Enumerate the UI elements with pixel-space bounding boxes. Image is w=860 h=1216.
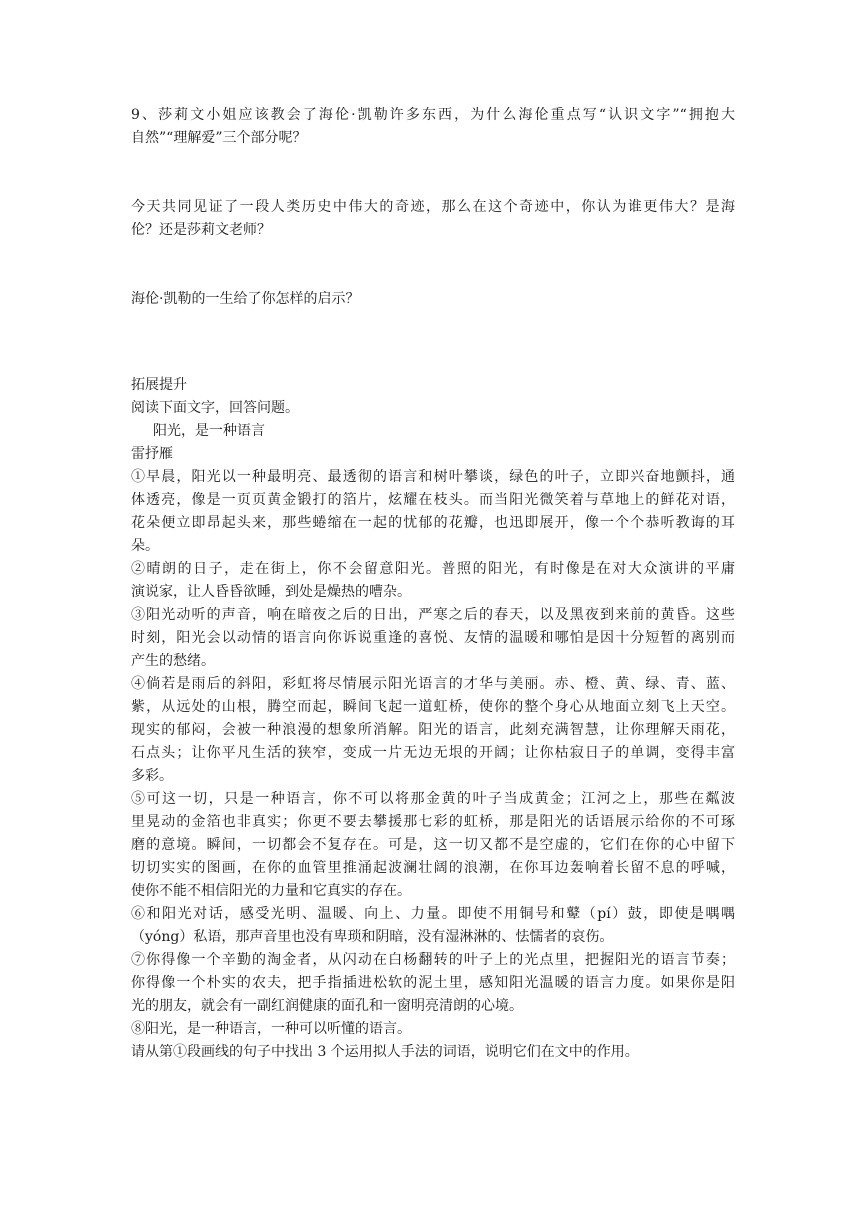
paragraph-line: 演说家，让人昏昏欲睡，到处是燥热的嘈杂。	[131, 584, 411, 600]
paragraph-line: （yóng）私语，那声音里也没有卑琐和阴暗，没有湿淋淋的、怯懦者的哀伤。	[131, 929, 614, 945]
paragraph-line: 花朵便立即昂起头来，那些蜷缩在一起的忧郁的花瓣，也迅即展开，像一个个恭听教诲的耳	[131, 515, 735, 531]
paragraph-6	[131, 903, 735, 949]
paragraph-line: 体透亮，像是一页页黄金锻打的箔片，炫耀在枝头。而当阳光微笑着与草地上的鲜花对语，	[131, 492, 735, 508]
paragraph-5	[131, 788, 735, 903]
question-11	[131, 288, 735, 311]
paragraph-line: 石点头；让你平凡生活的狭窄，变成一片无边无垠的开阔；让你枯寂日子的单调，变得丰富	[131, 745, 735, 761]
reading-question: 请从第①段画线的句子中找出 3 个运用拟人手法的词语，说明它们在文中的作用。	[131, 1044, 639, 1060]
question-10	[131, 196, 735, 242]
section-heading: 拓展提升	[131, 377, 187, 393]
paragraph-8	[131, 1018, 735, 1041]
paragraph-line: 里晃动的金箔也非真实；你更不要去攀援那七彩的虹桥，那是阳光的话语展示给你的不可琢	[131, 814, 735, 830]
paragraph-2	[131, 558, 735, 604]
question-10-line: 伦？还是莎莉文老师？	[131, 222, 271, 238]
paragraph-1	[131, 466, 735, 558]
article-author: 雷抒雁	[131, 446, 173, 462]
paragraph-line: ①早晨，阳光以一种最明亮、最透彻的语言和树叶攀谈，绿色的叶子，立即兴奋地颤抖，通	[131, 469, 735, 485]
paragraph-line: ③阳光动听的声音，响在暗夜之后的日出，严寒之后的春天，以及黑夜到来前的黄昏。这些	[131, 607, 735, 623]
paragraph-line: 时刻，阳光会以动情的语言向你诉说重逢的喜悦、友情的温暖和哪怕是因十分短暂的离别而	[131, 630, 735, 646]
paragraph-line: ⑦你得像一个辛勤的淘金者，从闪动在白杨翻转的叶子上的光点里，把握阳光的语言节奏；	[131, 952, 735, 968]
paragraph-line: 现实的郁闷，会被一种浪漫的想象所消解。阳光的语言，此刻充满智慧，让你理解天雨花，	[131, 722, 735, 738]
paragraph-line: ⑧阳光，是一种语言，一种可以听懂的语言。	[131, 1021, 411, 1037]
paragraph-4	[131, 673, 735, 788]
paragraph-7	[131, 949, 735, 1018]
question-9-line: 9、莎莉文小姐应该教会了海伦·凯勒许多东西，为什么海伦重点写“认识文字”“拥抱大	[131, 107, 735, 123]
article-title: 阳光，是一种语言	[153, 423, 265, 439]
paragraph-line: ④倘若是雨后的斜阳，彩虹将尽情展示阳光语言的才华与美丽。赤、橙、黄、绿、青、蓝、	[131, 676, 735, 692]
paragraph-line: 朵。	[131, 538, 159, 554]
question-9	[131, 104, 735, 150]
paragraph-line: 使你不能不相信阳光的力量和它真实的存在。	[131, 883, 411, 899]
question-10-line: 今天共同见证了一段人类历史中伟大的奇迹，那么在这个奇迹中，你认为谁更伟大？是海	[131, 199, 735, 215]
paragraph-line: 切切实实的图画，在你的血管里推涌起波澜壮阔的浪潮，在你耳边轰响着长留不息的呼喊，	[131, 860, 735, 876]
paragraph-line: 产生的愁绪。	[131, 653, 215, 669]
extension-section	[131, 374, 735, 1064]
paragraph-3	[131, 604, 735, 673]
reading-instruction: 阅读下面文字，回答问题。	[131, 400, 299, 416]
question-9-line: 自然”“理解爱”三个部分呢？	[131, 130, 307, 146]
paragraph-line: 多彩。	[131, 768, 173, 784]
paragraph-line: ⑥和阳光对话，感受光明、温暖、向上、力量。即使不用铜号和鼙（pí）鼓，即使是喁喁	[131, 906, 735, 922]
paragraph-line: ⑤可这一切，只是一种语言，你不可以将那金黄的叶子当成黄金；江河之上，那些在粼波	[131, 791, 735, 807]
paragraph-line: 磨的意境。瞬间，一切都会不复存在。可是，这一切又都不是空虚的，它们在你的心中留下	[131, 837, 735, 853]
paragraph-line: 你得像一个朴实的农夫，把手指插进松软的泥土里，感知阳光温暖的语言力度。如果你是阳	[131, 975, 735, 991]
paragraph-line: 光的朋友，就会有一副红润健康的面孔和一窗明亮清朗的心境。	[131, 998, 523, 1014]
paragraph-line: 紫，从远处的山根，腾空而起，瞬间飞起一道虹桥，使你的整个身心从地面立刻飞上天空。	[131, 699, 735, 715]
paragraph-line: ②晴朗的日子，走在街上，你不会留意阳光。普照的阳光，有时像是在对大众演讲的平庸	[131, 561, 735, 577]
question-11-line: 海伦·凯勒的一生给了你怎样的启示？	[131, 291, 360, 307]
